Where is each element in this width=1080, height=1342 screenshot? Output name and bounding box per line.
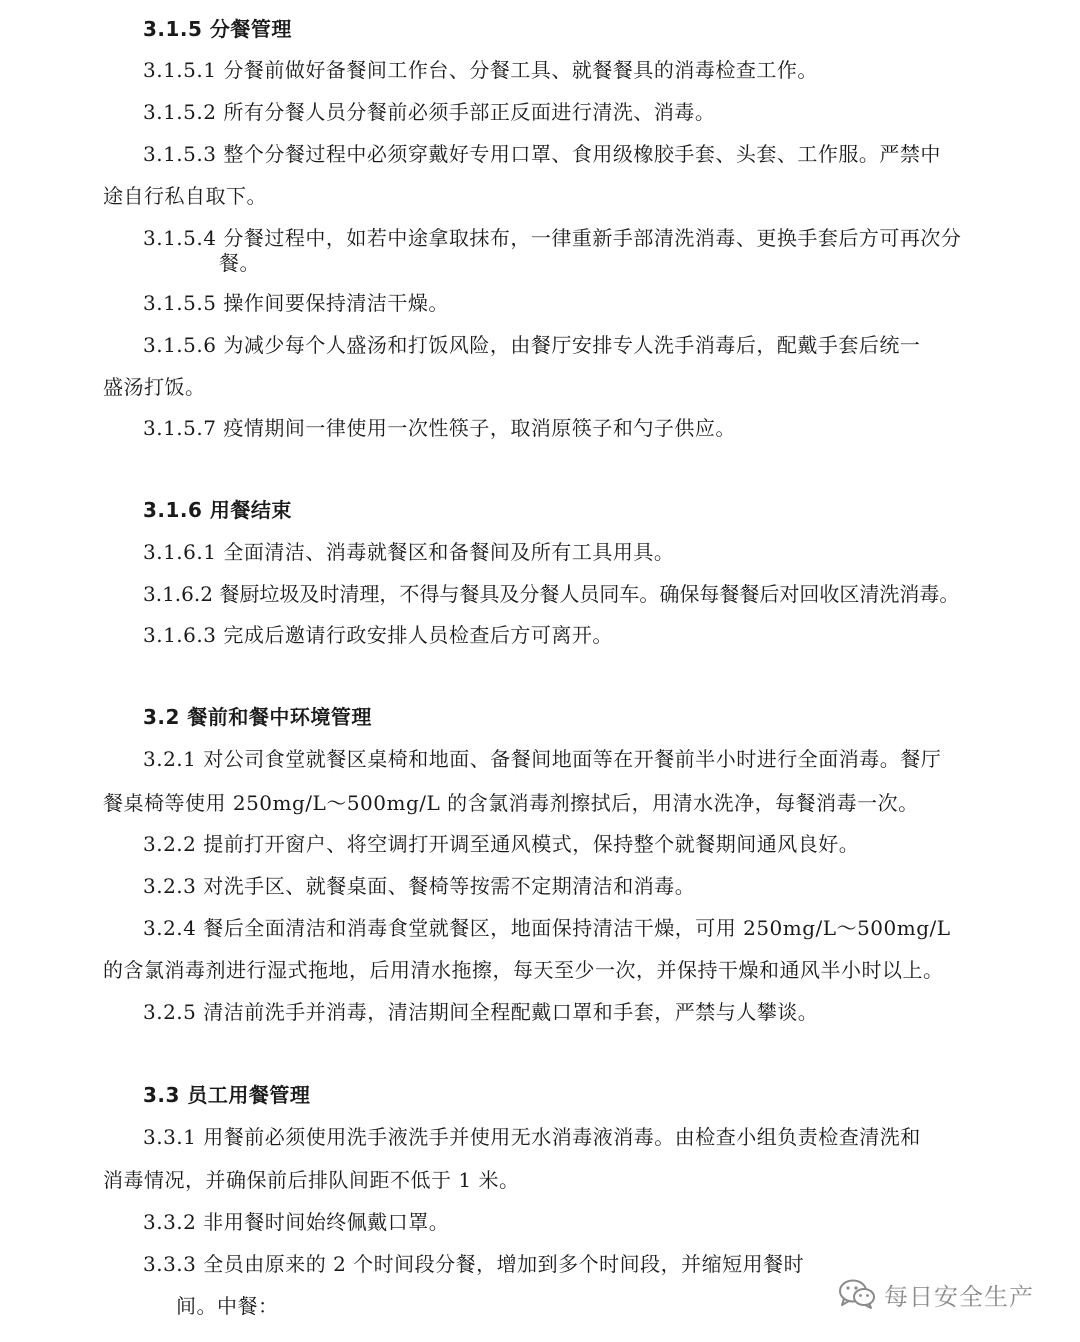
paragraph-3-3-3: 3.3.3 全员由原来的 2 个时间段分餐，增加到多个时间段，并缩短用餐时 — [143, 1252, 805, 1276]
paragraph-3-1-5-7: 3.1.5.7 疫情期间一律使用一次性筷子，取消原筷子和勺子供应。 — [143, 416, 736, 440]
paragraph-3-2-3: 3.2.3 对洗手区、就餐桌面、餐椅等按需不定期清洁和消毒。 — [143, 874, 696, 898]
paragraph-3-1-5-3-cont: 途自行私自取下。 — [103, 184, 267, 208]
paragraph-3-1-5-2: 3.1.5.2 所有分餐人员分餐前必须手部正反面进行清洗、消毒。 — [143, 100, 716, 124]
paragraph-3-1-5-4-cont: 餐。 — [219, 251, 260, 275]
paragraph-3-3-1-cont: 消毒情况，并确保前后排队间距不低于 1 米。 — [103, 1168, 520, 1192]
paragraph-3-1-5-6: 3.1.5.6 为减少每个人盛汤和打饭风险，由餐厅安排专人洗手消毒后，配戴手套后统一 — [143, 333, 921, 357]
paragraph-3-1-6-2: 3.1.6.2 餐厨垃圾及时清理，不得与餐具及分餐人员同车。确保每餐餐后对回收区清洗消毒。 — [143, 582, 960, 606]
paragraph-3-1-5-3: 3.1.5.3 整个分餐过程中必须穿戴好专用口罩、食用级橡胶手套、头套、工作服。严禁中 — [143, 142, 941, 166]
section-heading-3-1-5: 3.1.5 分餐管理 — [143, 17, 292, 41]
paragraph-3-1-5-5: 3.1.5.5 操作间要保持清洁干燥。 — [143, 291, 449, 315]
paragraph-3-1-5-4: 3.1.5.4 分餐过程中，如若中途拿取抹布，一律重新手部清洗消毒、更换手套后方可再次分 — [143, 226, 962, 250]
paragraph-3-2-5: 3.2.5 清洁前洗手并消毒，清洁期间全程配戴口罩和手套，严禁与人攀谈。 — [143, 1000, 819, 1024]
section-heading-3-2: 3.2 餐前和餐中环境管理 — [143, 705, 372, 729]
watermark — [838, 1276, 1034, 1312]
paragraph-3-3-1: 3.3.1 用餐前必须使用洗手液洗手并使用无水消毒液消毒。由检查小组负责检查清洗和 — [143, 1125, 921, 1149]
paragraph-3-1-5-6-cont: 盛汤打饭。 — [103, 375, 206, 399]
paragraph-3-1-6-3: 3.1.6.3 完成后邀请行政安排人员检查后方可离开。 — [143, 623, 613, 647]
paragraph-3-2-1-cont: 餐桌椅等使用 250mg/L～500mg/L 的含氯消毒剂擦拭后，用清水洗净，每餐消毒一次。 — [103, 791, 919, 815]
paragraph-3-3-3-cont: 间。中餐： — [176, 1294, 279, 1318]
paragraph-3-1-6-1: 3.1.6.1 全面清洁、消毒就餐区和备餐间及所有工具用具。 — [143, 540, 675, 564]
wechat-icon — [838, 1278, 876, 1310]
watermark-text: 每日安全生产 — [884, 1282, 1034, 1311]
paragraph-3-3-2: 3.3.2 非用餐时间始终佩戴口罩。 — [143, 1210, 450, 1234]
paragraph-3-2-2: 3.2.2 提前打开窗户、将空调打开调至通风模式，保持整个就餐期间通风良好。 — [143, 832, 860, 856]
paragraph-3-2-4: 3.2.4 餐后全面清洁和消毒食堂就餐区，地面保持清洁干燥，可用 250mg/L～500mg/L — [143, 916, 951, 940]
paragraph-3-1-5-1: 3.1.5.1 分餐前做好备餐间工作台、分餐工具、就餐餐具的消毒检查工作。 — [143, 58, 818, 82]
paragraph-3-2-1: 3.2.1 对公司食堂就餐区桌椅和地面、备餐间地面等在开餐前半小时进行全面消毒。餐厅 — [143, 747, 942, 771]
paragraph-3-2-4-cont: 的含氯消毒剂进行湿式拖地，后用清水拖擦，每天至少一次，并保持干燥和通风半小时以上。 — [103, 958, 944, 982]
section-heading-3-1-6: 3.1.6 用餐结束 — [143, 498, 292, 522]
section-heading-3-3: 3.3 员工用餐管理 — [143, 1083, 311, 1107]
